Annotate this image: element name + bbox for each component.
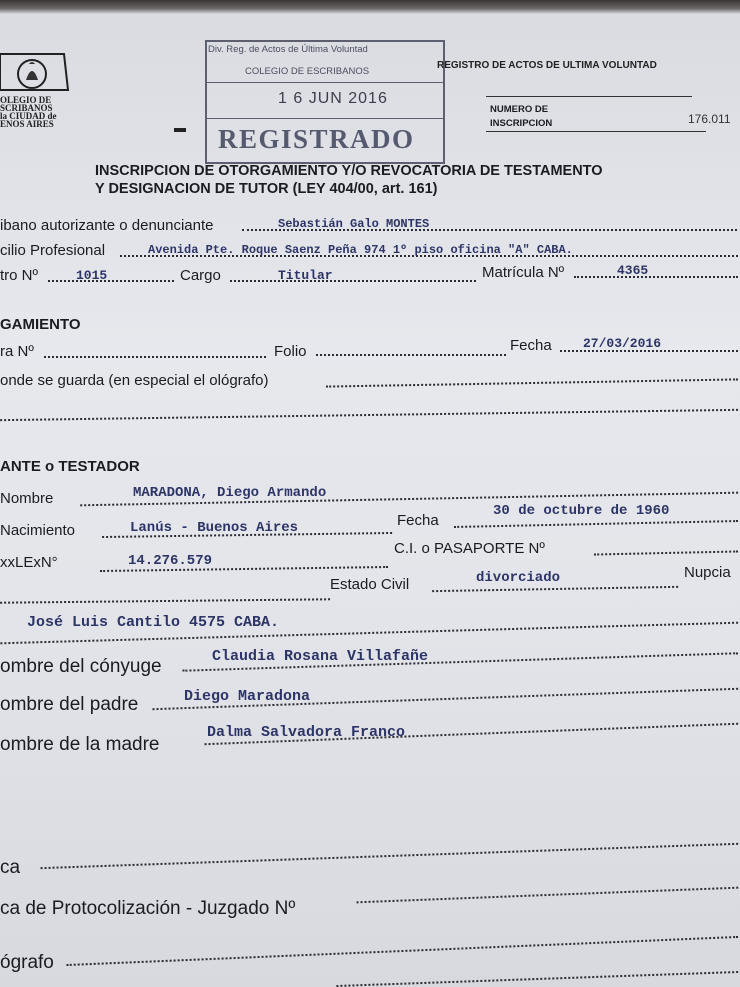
fecha-otorgamiento-label: Fecha [510,337,552,354]
stamp-date: 1 6 JUN 2016 [278,90,388,107]
stamp-divider [205,118,445,119]
madre-value: Dalma Salvadora Franco [207,724,406,741]
ca-line [40,823,738,869]
ca-label: ca [0,857,21,878]
folio-label: Folio [274,343,307,360]
extra-line [336,955,738,987]
conyuge-label: ombre del cónyuge [0,656,162,677]
numero-inscripcion-value: 176.011 [688,112,731,126]
registro-label: tro Nº [0,267,38,284]
olografo-label: ógrafo [0,952,54,973]
ci-pasaporte-line [594,534,738,555]
nacimiento-value: Lanús - Buenos Aires [130,520,299,536]
padre-value: Diego Maradona [184,688,311,705]
nombre-value: MARADONA, Diego Armando [133,485,327,501]
numero-label: NUMERO DE [490,104,549,115]
form-title [95,162,603,198]
logo-text-line: ENOS AIRES [0,119,54,129]
conyuge-value: Claudia Rosana Villafañe [212,648,429,665]
logo-text-line: la CIUDAD de [0,111,57,121]
domicilio-profesional-label: cilio Profesional [0,242,106,259]
logo-text-line: SCRIBANOS [0,103,53,113]
fecha-nacimiento-value: 30 de octubre de 1960 [493,503,670,519]
autorizante-value: Sebastián Galo MONTES [278,217,430,231]
madre-label: ombre de la madre [0,734,160,755]
estado-civil-value: divorciado [476,570,561,586]
padre-label: ombre del padre [0,694,139,715]
protocolizacion-label: ca de Protocolización - Juzgado Nº [0,898,296,919]
stamp-division: Div. Reg. de Actos de Última Voluntad [208,44,368,55]
matricula-label: Matrícula Nº [482,264,565,281]
logo-text-line: OLEGIO DE [0,95,52,105]
domicilio-testador-value: José Luis Cantilo 4575 CABA. [27,614,280,631]
documento-value: 14.276.579 [128,553,213,569]
registry-title: REGISTRO DE ACTOS DE ULTIMA VOLUNTAD [437,60,657,71]
matricula-line [574,262,738,278]
protocolizacion-line [356,867,739,904]
registro-value: 1015 [76,268,108,283]
otorgamiento-heading: GAMIENTO [0,316,81,333]
autorizante-label: ibano autorizante o denunciante [0,217,214,234]
registro-line [48,266,174,282]
nombre-label: Nombre [0,490,54,507]
stamp-divider [205,82,445,83]
nupcias-detail-line [0,582,330,603]
folio-line [316,340,506,356]
form-title-line: INSCRIPCION DE OTORGAMIENTO Y/O REVOCATORIA DE TESTAMENTO [95,163,603,179]
guarda-line [326,364,738,387]
colegio-logo-text [0,96,66,128]
guarda-label: onde se guarda (en especial el ológrafo) [0,372,269,389]
inscripcion-label: INSCRIPCION [490,118,553,129]
nacimiento-label: Nacimiento [0,522,76,539]
cargo-label: Cargo [180,267,221,284]
matricula-value: 4365 [617,263,649,278]
stamp-colegio: COLEGIO DE ESCRIBANOS [245,66,370,77]
nupcias-label: Nupcia [684,564,731,581]
escritura-line [44,342,266,358]
escritura-label: ra Nº [0,343,34,360]
ci-pasaporte-label: C.I. o PASAPORTE Nº [394,540,545,557]
mark-dash [174,128,186,132]
testador-heading: ANTE o TESTADOR [0,458,140,475]
domicilio-profesional-value: Avenida Pte. Roque Saenz Peña 974 1º piso oficina "A" CABA. [148,243,573,257]
estado-civil-label: Estado Civil [330,576,410,593]
form-title-line: Y DESIGNACION DE TUTOR (LEY 404/00, art. 161) [95,181,438,197]
divider [486,96,692,97]
page-top-shadow [0,0,740,14]
guarda-line-2 [0,395,738,421]
documento-label: xxLExN° [0,554,58,571]
cargo-value: Titular [278,268,333,283]
fecha-otorgamiento-value: 27/03/2016 [583,336,662,351]
stamp-registrado: REGISTRADO [218,124,415,154]
divider [486,131,706,132]
fecha-nacimiento-label: Fecha [397,512,439,529]
cargo-line [230,266,476,282]
